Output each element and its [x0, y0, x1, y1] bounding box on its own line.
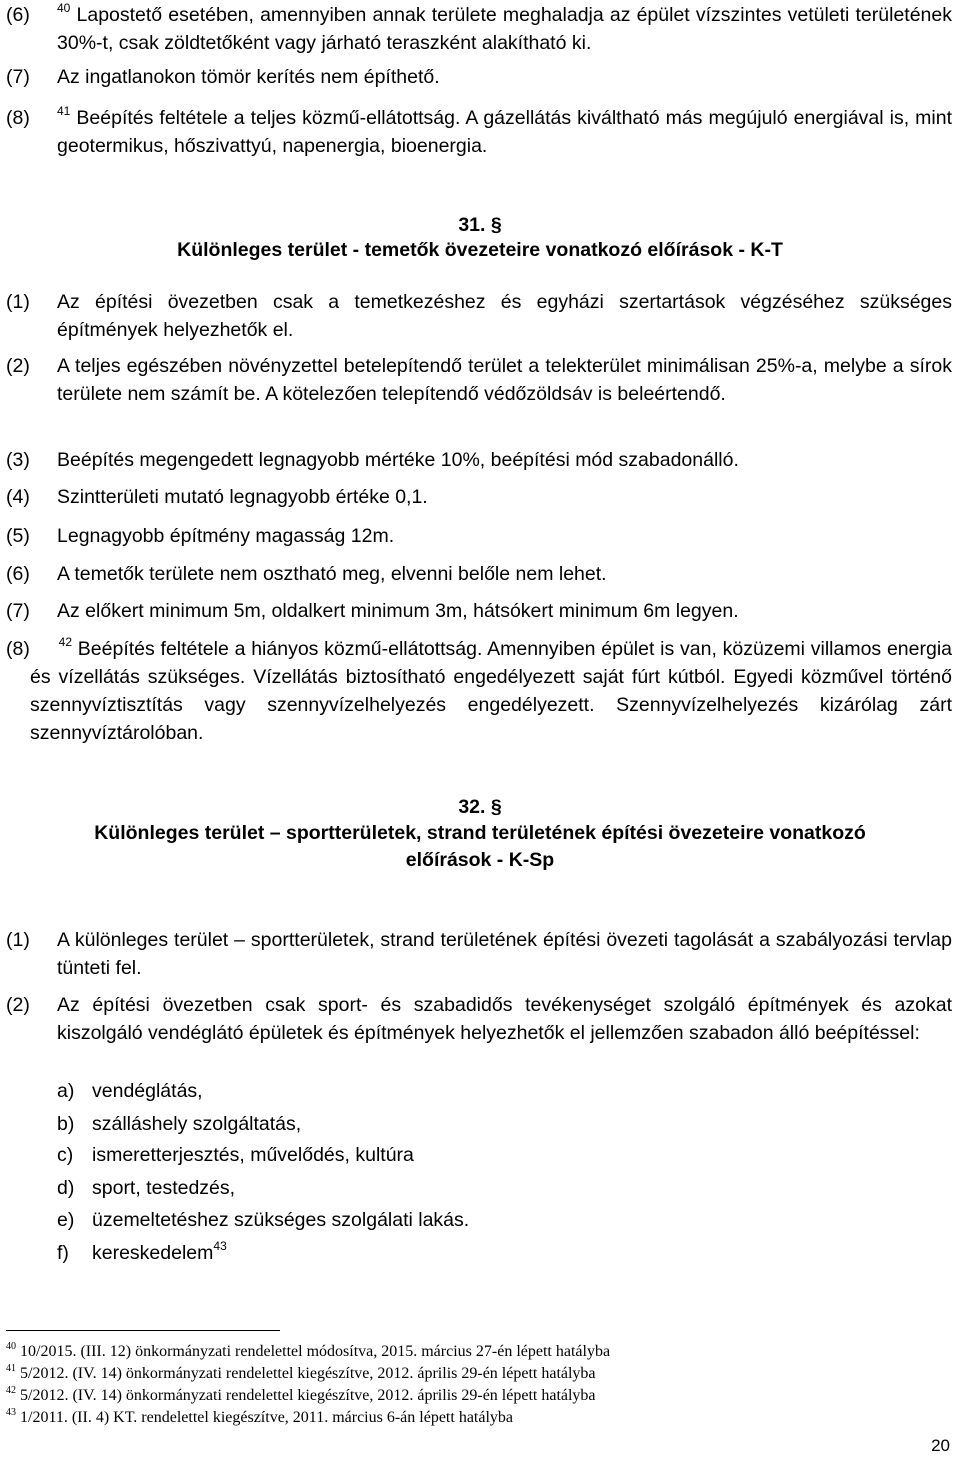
s31-paragraph-7: [6, 597, 952, 625]
footnote: [6, 1342, 610, 1362]
footnote-text: 5/2012. (IV. 14) önkormányzati rendelettel kiegészítve, 2012. április 29-én lépett hatályba: [20, 1387, 596, 1404]
footnote-number: 40: [6, 1340, 16, 1352]
footnote-number: 43: [6, 1406, 16, 1418]
paragraph-7: [6, 63, 952, 91]
paragraph-text: Az ingatlanokon tömör kerítés nem építhető.: [57, 66, 440, 88]
paragraph-number: (3): [6, 449, 30, 471]
paragraph-text: Beépítés feltétele a hiányos közmű-ellátottság. Amennyiben épület is van, közüzemi villamos energia és vízellátás szükséges. Vízellátás biztosítható engedélyezett saját fúrt kútból. Egyedi közművel történő szennyvíztisztítás vagy szennyvízelhelyezés engedélyezett. Szennyvízelhelyezés kizárólag zárt szennyvíztárolóban.: [30, 638, 952, 744]
list-item: [57, 1110, 301, 1138]
s31-paragraph-4: [6, 483, 952, 511]
list-item: [57, 1174, 235, 1202]
paragraph-number: (8): [6, 638, 30, 660]
list-text: kereskedelem: [92, 1242, 214, 1264]
section-31-title: Különleges terület - temetők övezeteire vonatkozó előírások - K-T: [177, 239, 783, 261]
paragraph-text: A temetők területe nem osztható meg, elvenni belőle nem lehet.: [57, 563, 607, 585]
paragraph-text: Legnagyobb építmény magasság 12m.: [57, 525, 395, 547]
footnote-separator: [6, 1330, 280, 1331]
paragraph-text: A különleges terület – sportterületek, strand területének építési övezeti tagolását a szabályozási tervlap tünteti fel.: [57, 929, 952, 979]
paragraph-number: (1): [6, 929, 30, 951]
footnote-ref[interactable]: 41: [57, 103, 71, 118]
s32-paragraph-1: [6, 926, 952, 982]
paragraph-number: (6): [6, 563, 30, 585]
paragraph-number: (7): [6, 66, 30, 88]
list-item: [57, 1239, 227, 1267]
paragraph-text: Lapostető esetében, amennyiben annak területe meghaladja az épület vízszintes vetületi területének 30%-t, csak zöldtetőként vagy járható teraszként alakítható ki.: [57, 4, 952, 54]
paragraph-number: (2): [6, 355, 30, 377]
paragraph-text: Beépítés feltétele a teljes közmű-ellátottság. A gázellátás kiváltható más megújuló energiával is, mint geotermikus, hőszivattyú, napenergia, bioenergia.: [57, 107, 953, 157]
list-letter: b): [57, 1113, 75, 1135]
paragraph-8: [6, 104, 952, 160]
paragraph-text: Az előkert minimum 5m, oldalkert minimum 3m, hátsókert minimum 6m legyen.: [57, 600, 739, 622]
list-item: [57, 1141, 414, 1169]
s31-paragraph-2: [6, 352, 952, 408]
footnote-number: 41: [6, 1362, 16, 1374]
paragraph-text: Szintterületi mutató legnagyobb értéke 0,1.: [57, 486, 428, 508]
paragraph-number: (2): [6, 994, 30, 1016]
list-letter: f): [57, 1242, 69, 1264]
list-text: ismeretterjesztés, művelődés, kultúra: [92, 1144, 414, 1166]
footnote-number: 42: [6, 1384, 16, 1396]
paragraph-number: (8): [6, 107, 30, 129]
footnote: [6, 1364, 596, 1384]
paragraph-text: A teljes egészében növényzettel betelepítendő terület a telekterület minimálisan 25%-a, melybe a sírok területe nem számít be. A kötelezően telepítendő védőzöldsáv is beleértendő.: [57, 355, 952, 405]
s31-paragraph-8: [6, 635, 952, 747]
list-text: sport, testedzés,: [92, 1177, 236, 1199]
paragraph-number: (7): [6, 600, 30, 622]
paragraph-number: (1): [6, 291, 30, 313]
s32-paragraph-2: [6, 991, 952, 1047]
paragraph-text: Beépítés megengedett legnagyobb mértéke 10%, beépítési mód szabadonálló.: [57, 449, 739, 471]
paragraph-number: (5): [6, 525, 30, 547]
section-31-number: 31. §: [458, 214, 502, 236]
list-text: szálláshely szolgáltatás,: [92, 1113, 302, 1135]
list-letter: e): [57, 1209, 75, 1231]
footnote-text: 10/2015. (III. 12) önkormányzati rendelettel módosítva, 2015. március 27-én lépett hatályba: [20, 1343, 611, 1360]
s31-paragraph-3: [6, 446, 952, 474]
footnote-text: 5/2012. (IV. 14) önkormányzati rendelettel kiegészítve, 2012. április 29-én lépett hatályba: [20, 1365, 596, 1382]
section-32-number: 32. §: [458, 796, 502, 818]
list-letter: c): [57, 1144, 74, 1166]
footnote: [6, 1386, 596, 1406]
list-item: [57, 1206, 469, 1234]
s31-paragraph-6: [6, 560, 952, 588]
footnote-ref[interactable]: 40: [57, 0, 71, 15]
list-item: [57, 1077, 203, 1105]
paragraph-number: (4): [6, 486, 30, 508]
footnote: [6, 1408, 513, 1428]
list-text: vendéglátás,: [92, 1080, 203, 1102]
s31-paragraph-1: [6, 288, 952, 344]
paragraph-text: Az építési övezetben csak a temetkezéshez és egyházi szertartások végzéséhez szükséges építmények helyezhetők el.: [57, 291, 952, 341]
paragraph-number: (6): [6, 4, 30, 26]
list-letter: a): [57, 1080, 75, 1102]
paragraph-text: Az építési övezetben csak sport- és szabadidős tevékenységet szolgáló építmények és azokat kiszolgáló vendéglátó épületek és építmények helyezhetők el jellemzően szabadon álló beépítéssel:: [57, 994, 952, 1044]
footnote-text: 1/2011. (II. 4) KT. rendelettel kiegészítve, 2011. március 6-án lépett hatályba: [20, 1409, 514, 1426]
s31-paragraph-5: [6, 522, 952, 550]
paragraph-6: [6, 1, 952, 57]
page-number: 20: [931, 1436, 950, 1455]
section-32-title-line1: Különleges terület – sportterületek, strand területének építési övezeteire vonatkozó: [94, 822, 866, 844]
footnote-ref[interactable]: 42: [58, 634, 73, 649]
list-letter: d): [57, 1177, 75, 1199]
footnote-ref[interactable]: 43: [213, 1238, 227, 1253]
section-32-title-line2: előírások - K-Sp: [405, 849, 555, 871]
list-text: üzemeltetéshez szükséges szolgálati lakás.: [92, 1209, 470, 1231]
